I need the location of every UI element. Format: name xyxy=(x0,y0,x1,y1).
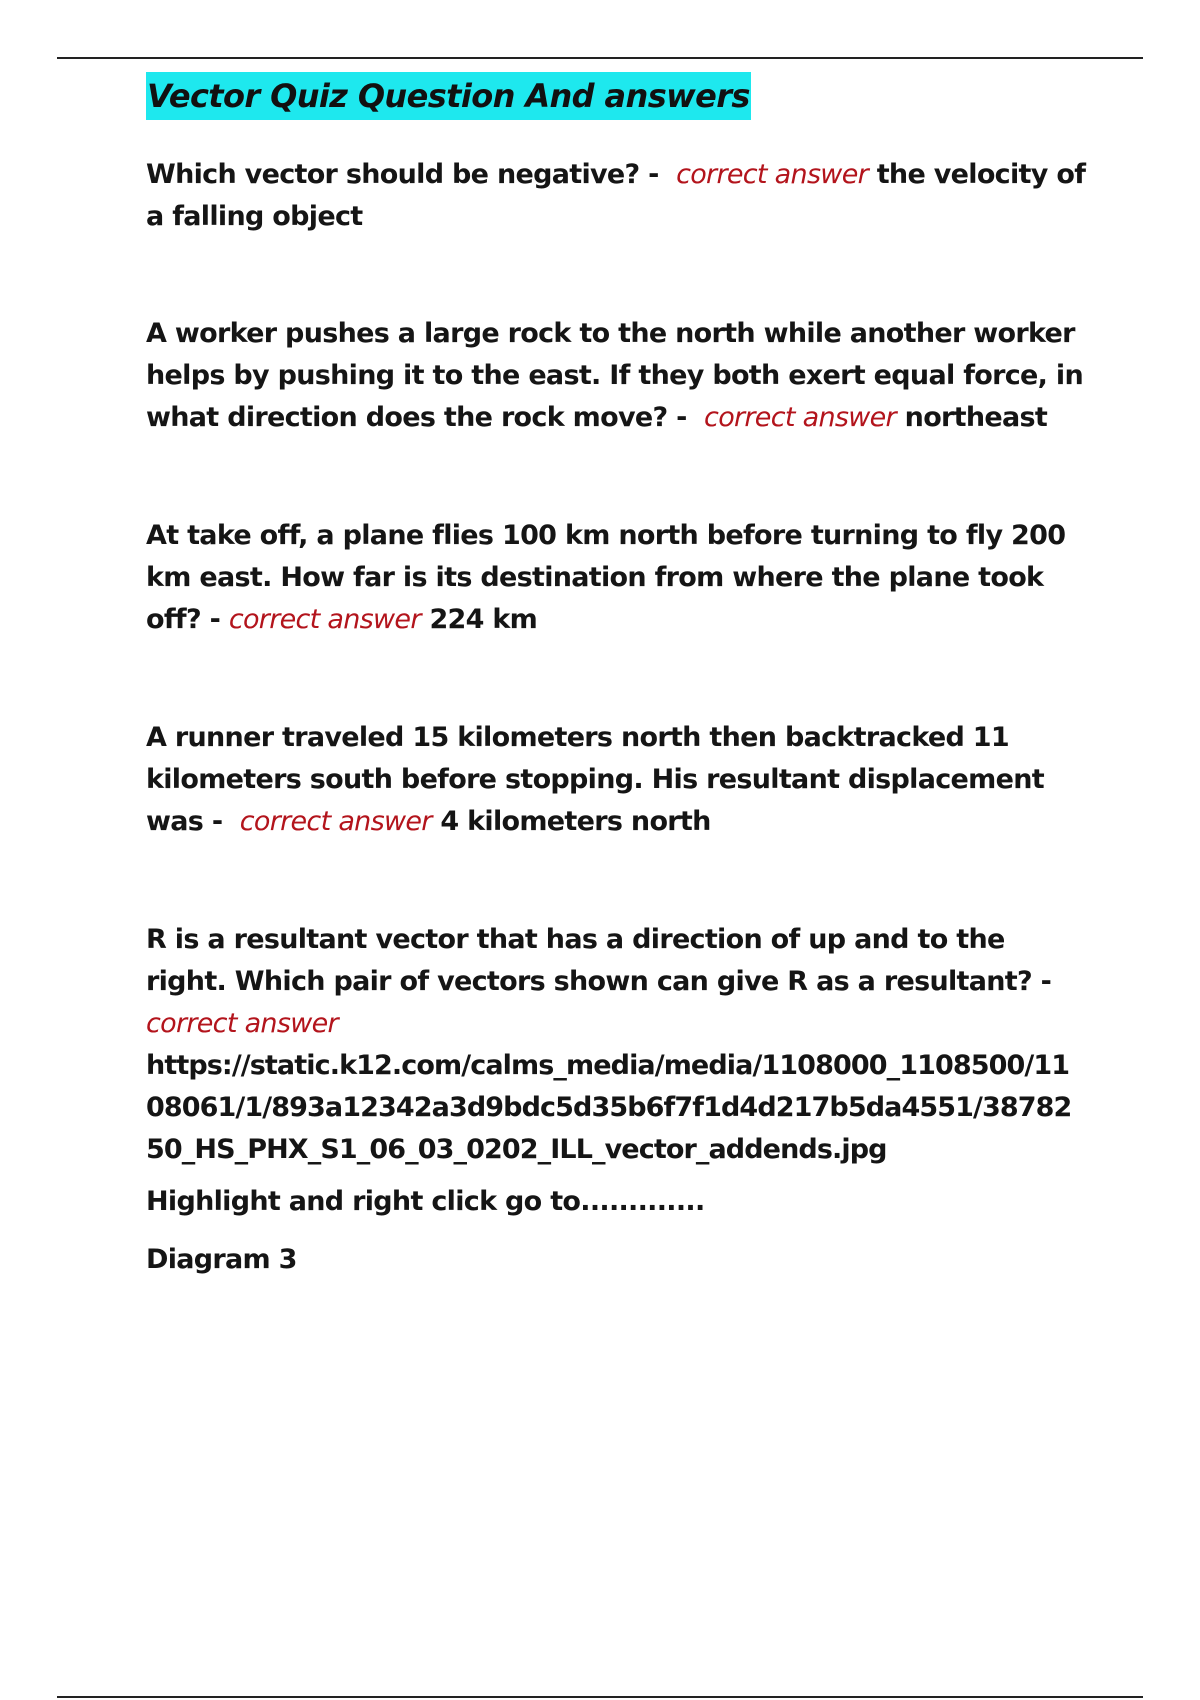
document-title: Vector Quiz Question And answers xyxy=(146,72,751,120)
answer-label: correct answer xyxy=(239,806,432,837)
question-4 xyxy=(146,717,1086,843)
question-4-text: A runner traveled 15 kilometers north then backtracked 11 kilometers south before stopping. His resultant displacement was - xyxy=(146,722,1044,837)
question-3-answer: 224 km xyxy=(429,604,538,635)
highlight-note: Highlight and right click go to............. xyxy=(146,1186,705,1217)
document-body xyxy=(146,72,1086,1281)
question-1-answer: the velocity of a falling object xyxy=(146,159,1086,232)
diagram-label: Diagram 3 xyxy=(146,1244,297,1275)
question-1 xyxy=(146,154,1086,238)
answer-label: correct answer xyxy=(676,159,869,190)
question-4-answer: 4 kilometers north xyxy=(440,806,711,837)
question-2-text: A worker pushes a large rock to the north while another worker helps by pushing it to the east. If they both exert equal force, in what direction does the rock move? - xyxy=(146,318,1083,433)
question-5-text: R is a resultant vector that has a direction of up and to the right. Which pair of vectors shown can give R as a resultant? - xyxy=(146,924,1052,997)
answer-label: correct answer xyxy=(704,402,896,433)
question-5 xyxy=(146,919,1086,1045)
bottom-rule xyxy=(57,1696,1143,1698)
question-2-answer: northeast xyxy=(904,402,1048,433)
question-3-text: At take off, a plane flies 100 km north before turning to fly 200 km east. How far is its destination from where the plane took off? - xyxy=(146,520,1066,635)
question-2 xyxy=(146,313,1086,439)
question-1-text: Which vector should be negative? - xyxy=(146,159,659,190)
answer-label: correct answer xyxy=(228,604,421,635)
question-5-answer-url: https://static.k12.com/calms_media/media/1108000_1108500/1108061/1/893a12342a3d9bdc5d35b6f7f1d4d217b5da4551/3878250_HS_PHX_S1_06_03_0202_ILL_vector_addends.jpg xyxy=(146,1050,1072,1165)
question-3 xyxy=(146,515,1086,641)
answer-label: correct answer xyxy=(146,1008,338,1039)
top-rule xyxy=(57,57,1143,59)
